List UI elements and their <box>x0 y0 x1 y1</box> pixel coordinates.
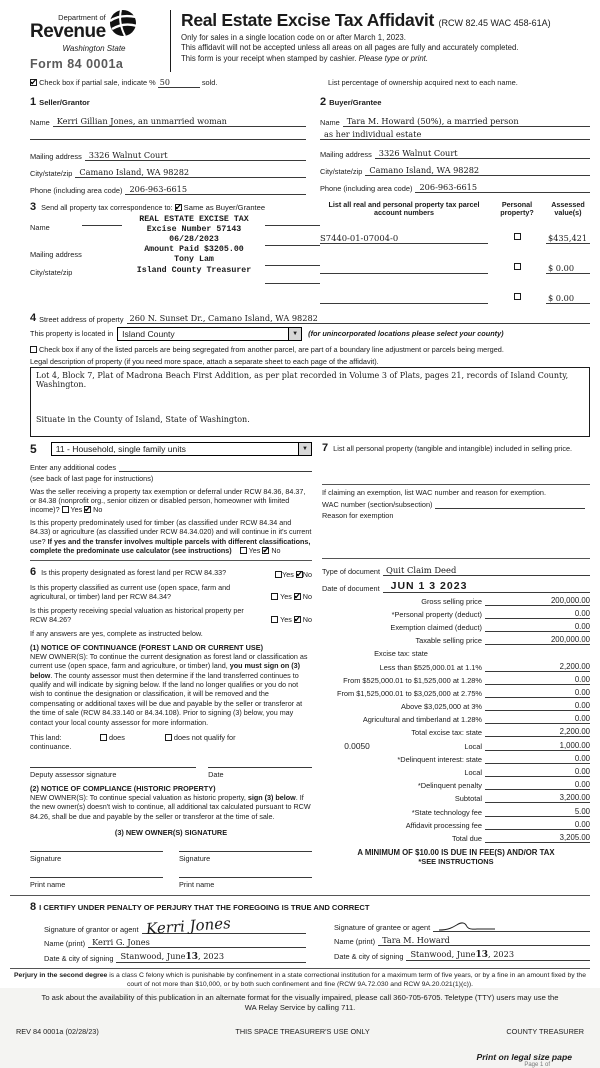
page-number-note: Page 1 of <box>524 1062 550 1068</box>
delinquent-interest-local-value[interactable]: 0.00 <box>485 767 590 777</box>
additional-codes-label: Enter any additional codes <box>30 462 116 472</box>
reason-exemption-label: Reason for exemption <box>322 510 394 520</box>
county-dropdown-arrow-icon[interactable]: ▼ <box>288 328 301 340</box>
same-as-buyer-label: Same as Buyer/Grantee <box>183 203 266 212</box>
dor-logo-block <box>30 8 158 71</box>
corr-city-label: City/state/zip <box>30 268 73 277</box>
tier2-tax-value[interactable]: 0.00 <box>485 675 590 685</box>
notice-compliance-title: (2) NOTICE OF COMPLIANCE (HISTORIC PROPERTY) <box>30 783 216 793</box>
buyer-phone-field[interactable]: 206-963-6615 <box>415 182 590 193</box>
new-owner-printname-field-1[interactable] <box>30 877 163 878</box>
street-address-label: Street address of property <box>39 314 124 324</box>
section-8-number: 8 <box>30 901 37 913</box>
personal-property-label: List all personal property (tangible and intangible) included in selling price. <box>333 443 573 453</box>
assessed-value-field-1[interactable]: $435,421 <box>546 233 590 244</box>
seller-city-field[interactable]: Camano Island, WA 98282 <box>75 167 306 178</box>
agricultural-timberland-value[interactable]: 0.00 <box>485 714 590 724</box>
unincorporated-note: (for unincorporated locations please select your county) <box>308 329 504 339</box>
current-use-question: Is this property classified as current use (open space, farm and agricultural, or timber) land per RCW 84.34? Yes ✔ No <box>30 583 312 601</box>
see-instructions-note: *SEE INSTRUCTIONS <box>418 856 494 866</box>
new-owner-signature-field-1[interactable] <box>30 851 163 852</box>
form-number: Form 84 0001a <box>30 57 124 71</box>
use-code-dropdown-value: 11 - Household, single family units <box>55 443 186 454</box>
treasurer-use-label: THIS SPACE TREASURER'S USE ONLY <box>235 1027 370 1037</box>
total-excise-state-value[interactable]: 2,200.00 <box>485 727 590 737</box>
timber-yes-checkbox[interactable] <box>240 547 247 554</box>
revenue-wordmark: Revenue <box>30 20 106 42</box>
certification-section: 8 I CERTIFY UNDER PENALTY OF PERJURY THAT THE FOREGOING IS TRUE AND CORRECT Signature of grantor or agent Kerri Jones Name (print) Kerri G. Jones Date & city of signing Stanwood, June13, 2023 Signature of grantee or agent Name (print) Tara M. Howard Date & city of signing Stanwood, June13, 2023 <box>10 897 590 963</box>
grantee-signature-field[interactable] <box>433 921 590 932</box>
page-title: Real Estate Excise Tax Affidavit <box>181 10 435 30</box>
same-as-buyer-checkbox[interactable] <box>175 204 182 211</box>
section-3-number: 3 <box>30 201 37 213</box>
deputy-assessor-label: Deputy assessor signature <box>30 769 117 779</box>
seller-phone-field[interactable]: 206-963-6615 <box>125 184 306 195</box>
forest-no-checkbox[interactable] <box>296 571 303 578</box>
subtitle-2: This affidavit will not be accepted unless all areas on all pages are fully and accurately completed. <box>181 43 519 53</box>
tier4-tax-value[interactable]: 0.00 <box>485 701 590 711</box>
excise-tax-state-header: Excise tax: state <box>374 649 428 659</box>
personal-property-checkbox-1[interactable] <box>514 233 521 240</box>
property-location-section <box>10 312 590 437</box>
currentuse-no-checkbox[interactable] <box>294 593 301 600</box>
ownership-percent-note: List percentage of ownership acquired next to each name. <box>328 78 518 87</box>
seller-mailing-field[interactable]: 3326 Walnut Court <box>85 150 306 161</box>
located-in-label: This property is located in <box>30 329 114 339</box>
land-does-checkbox[interactable] <box>100 734 107 741</box>
grantor-signature-field[interactable] <box>142 914 307 938</box>
deputy-date-field[interactable] <box>208 767 312 768</box>
partial-sale-checkbox[interactable] <box>30 79 37 86</box>
land-does-not-checkbox[interactable] <box>165 734 172 741</box>
wac-number-field[interactable] <box>435 508 585 509</box>
deputy-date-label: Date <box>208 769 224 779</box>
taxable-selling-price-value[interactable]: 200,000.00 <box>485 635 590 645</box>
legal-description-box[interactable] <box>30 367 590 437</box>
buyer-section-title: Buyer/Grantee <box>329 98 382 107</box>
answers-yes-note: If any answers are yes, complete as instructed below. <box>30 629 203 639</box>
parcel-number-field-1[interactable]: S7440-01-07004-0 <box>320 233 488 244</box>
assessed-value-header: Assessed value(s) <box>551 200 585 218</box>
currentuse-yes-checkbox[interactable] <box>271 593 278 600</box>
parcel-number-field-3[interactable] <box>320 303 488 304</box>
historic-yes-checkbox[interactable] <box>271 616 278 623</box>
alt-format-notice: To ask about the availability of this publication in an alternate format for the visually impaired, please call 360-705-6705. Teletype (TTY) users may use the WA Relay Service by calling 711. <box>41 993 559 1013</box>
grantor-signature: Kerri Jones <box>144 914 231 938</box>
county-dropdown[interactable] <box>117 327 302 341</box>
section-7-number: 7 <box>322 441 329 454</box>
land-qualify-row: This land: does does not qualify for <box>30 732 236 742</box>
new-owner-signature-field-2[interactable] <box>179 851 312 852</box>
total-due-value[interactable]: 3,205.00 <box>485 833 590 843</box>
section-4-number: 4 <box>30 311 37 324</box>
type-or-print-note: Please type or print. <box>358 53 429 63</box>
exemption-yes-checkbox[interactable] <box>62 506 69 513</box>
certification-title: I CERTIFY UNDER PENALTY OF PERJURY THAT THE FOREGOING IS TRUE AND CORRECT <box>39 903 370 912</box>
exemption-no-checkbox[interactable] <box>84 506 91 513</box>
seller-section: 1 Seller/Grantor Name Kerri Gillian Jones, an unmarried woman Mailing address 3326 Walnut Court City/state/zip Camano Island, WA 98282 Phone (including area code) 206-963-6615 <box>30 92 320 195</box>
historic-no-checkbox[interactable] <box>294 616 301 623</box>
tier1-tax-value[interactable]: 2,200.00 <box>485 662 590 672</box>
parcel-numbers-header: List all real and personal property tax parcel account numbers <box>328 200 480 218</box>
gross-selling-price-label: Gross selling price <box>421 596 482 606</box>
minimum-due-note: A MINIMUM OF $10.00 IS DUE IN FEE(S) AND/OR TAX <box>357 847 555 857</box>
new-owner-printname-field-2[interactable] <box>179 877 312 878</box>
seller-name-field[interactable]: Kerri Gillian Jones, an unmarried woman <box>53 116 306 127</box>
deputy-assessor-signature-field[interactable] <box>30 767 196 768</box>
exemption-deferral-question: Was the seller receiving a property tax exemption or deferral under RCW 84.36, 84.37, or 84.38 (nonprofit org., senior citizen or disabled person, homeowner with limited income)? Yes ✔ No <box>30 487 312 515</box>
legal-description-line1: Lot 4, Block 7, Plat of Madrona Beach First Addition, as per plat recorded in Volume 3 of Plats, pages 21, records of Island County, Washington. <box>36 370 569 389</box>
buyer-name-field[interactable]: Tara M. Howard (50%), a married person <box>343 116 590 127</box>
grantee-date-field[interactable]: Stanwood, June13, 2023 <box>406 949 590 961</box>
legal-description-line2: Situate in the County of Island, State of Washington. <box>36 414 250 424</box>
corr-name-field[interactable] <box>82 225 122 226</box>
partial-sale-percent-field[interactable]: 50 <box>158 78 200 88</box>
seller-name2-field[interactable] <box>30 139 306 140</box>
use-code-dropdown[interactable] <box>51 442 312 456</box>
local-rate: 0.0050 <box>344 740 370 751</box>
wac-number-label: WAC number (section/subsection) <box>322 499 433 509</box>
buyer-section: 2 Buyer/Grantee Name Tara M. Howard (50%), a married person as her individual estate Mailing address 3326 Walnut Court City/state/zip Camano Island, WA 98282 Phone (including area code) 206-963-6615 <box>320 92 590 195</box>
parcel-number-field-2[interactable] <box>320 273 488 274</box>
corr-line2-right[interactable] <box>265 245 320 246</box>
use-code-dropdown-arrow-icon[interactable]: ▼ <box>298 443 311 455</box>
forest-yes-checkbox[interactable] <box>275 571 282 578</box>
delinquent-penalty-value[interactable]: 0.00 <box>485 780 590 790</box>
section-2-number: 2 <box>320 96 327 108</box>
corr-name-label: Name <box>30 223 50 232</box>
timber-no-checkbox[interactable] <box>262 547 269 554</box>
new-owner-signature-title: (3) NEW OWNER(S) SIGNATURE <box>114 828 228 837</box>
street-address-field[interactable]: 260 N. Sunset Dr., Camano Island, WA 98282 <box>127 313 591 324</box>
dept-of-label: Department of <box>58 13 106 22</box>
subtitle-3: This form is your receipt when stamped by cashier. Please type or print. <box>181 53 429 63</box>
grantee-printname-field[interactable]: Tara M. Howard <box>378 935 590 946</box>
segregated-label: Check box if any of the listed parcels are being segregated from another parcel, are part of a boundary line adjustment or parcels being merged. <box>39 344 504 354</box>
corr-name-field-right[interactable] <box>265 225 320 226</box>
forest-land-question: 6 Is this property designated as forest land per RCW 84.33? Yes ✔ No <box>30 565 312 579</box>
section-5-number: 5 <box>30 441 37 456</box>
rev-form-number: REV 84 0001a (02/28/23) <box>16 1027 99 1037</box>
type-of-document-label: Type of document <box>322 566 381 576</box>
reason-exemption-field[interactable] <box>322 520 590 558</box>
partial-sale-label: Check box if partial sale, indicate % <box>39 78 156 87</box>
partial-sale-suffix: sold. <box>201 78 218 87</box>
parcel-table <box>320 201 590 304</box>
personal-property-checkbox-3[interactable] <box>514 293 521 300</box>
county-treasurer-label: COUNTY TREASURER <box>506 1027 584 1037</box>
form-header <box>30 8 590 72</box>
correspondence-label: Send all property tax correspondence to: <box>41 203 173 212</box>
grantor-printname-field[interactable]: Kerri G. Jones <box>88 937 306 948</box>
timber-agriculture-question: Is this property predominately used for timber (as classified under RCW 84.34 and 84.33) or agriculture (as classified under RCW 84.34.020) and will continue in it's current use? If yes and the transfer involves multiple parcels with different classifications, complete the predominate use calculator (see instructions) Yes ✔ No <box>30 518 312 555</box>
date-of-document-label: Date of document <box>322 583 380 593</box>
section-1-number: 1 <box>30 96 37 108</box>
gross-selling-price-value[interactable]: 200,000.00 <box>485 596 590 606</box>
historic-question: Is this property receiving special valuation as historical property per RCW 84.26? Yes ✔ No <box>30 606 312 624</box>
washington-state-label: Washington State <box>62 44 126 53</box>
exemption-claim-note: If claiming an exemption, list WAC number and reason for exemption. <box>322 487 547 497</box>
local-tax-value[interactable]: 1,000.00 <box>485 741 590 751</box>
additional-codes-field[interactable] <box>119 471 312 472</box>
legal-description-label: Legal description of property (if you need more space, attach a separate sheet to each page of the affidavit). <box>30 356 379 366</box>
buyer-mailing-field[interactable]: 3326 Walnut Court <box>375 148 590 159</box>
personal-property-section <box>322 442 590 454</box>
buyer-city-field[interactable]: Camano Island, WA 98282 <box>365 165 590 176</box>
type-of-document-field[interactable]: Quit Claim Deed <box>383 565 590 576</box>
personal-property-header: Personal property? <box>500 200 534 218</box>
exemption-claimed-value[interactable]: 0.00 <box>485 622 590 632</box>
tier3-tax-value[interactable]: 0.00 <box>485 688 590 698</box>
grantee-signature-squiggle <box>437 921 497 931</box>
see-back-note: (see back of last page for instructions) <box>30 473 154 483</box>
state-technology-fee-value[interactable]: 5.00 <box>485 807 590 817</box>
corr-mailing-field-right[interactable] <box>265 265 320 266</box>
notice-continuance-title: (1) NOTICE OF CONTINUANCE (FOREST LAND OR CURRENT USE) <box>30 643 264 653</box>
assessed-value-field-2[interactable]: $ 0.00 <box>546 263 590 274</box>
seller-section-title: Seller/Grantor <box>39 98 90 107</box>
segregated-checkbox[interactable] <box>30 346 37 353</box>
county-dropdown-value: Island County <box>122 328 175 339</box>
date-of-document-stamp[interactable]: JUN 1 3 2023 <box>383 580 590 593</box>
affidavit-processing-fee-value[interactable]: 0.00 <box>485 820 590 830</box>
section-6-number: 6 <box>30 566 37 579</box>
delinquent-interest-state-value[interactable]: 0.00 <box>485 754 590 764</box>
personal-property-checkbox-2[interactable] <box>514 263 521 270</box>
tax-correspondence-section <box>30 201 320 304</box>
title-rcw: (RCW 82.45 WAC 458-61A) <box>438 18 551 28</box>
continuance-label: continuance. <box>30 741 72 751</box>
notice-continuance-body: NEW OWNER(S): To continue the current designation as forest land or classification as current use (open space, farm and agriculture, or timber) land, you must sign on (3) below. The county assessor must then determine if the land transferred continues to qualify and will indicate by signing below. If the land no longer qualifies or you do not wish to continue the designation or classification, it will be removed and the compensating or additional taxes will be due and payable by the seller or transferor at the time of sale (RCW 84.33.140 or 84.34.108). Prior to signing (3) below, you may contact your local county assessor for more information. <box>30 652 308 727</box>
affidavit-page: Department of Revenue Washington State Form 84 0001a Real Estate Excise Tax Affidavit (RCW 82.45 WAC 458-61A) Only for sales in a single location code on or after March 1, 2023. This affidavit will not be accepted unless all areas on all pages are fully and accurately completed. This form is your receipt when stamped by cashier. Please type or print. ✔ Check box if partial sale, indicate % 50 sold. List percentage of ownership acquired next to each name. 1 Seller/Grantor Name Kerri Gillian Jones, an unmarried woman Mailing address 3326 Walnut Court City/state/zip Camano Island, WA 98282 Phone (including area code) 206-963-6615 2 Buyer/Grantee Name Tara M. Howard (50%), a married person as her individual estate Mailing address 3326 Walnut Court City/state/zip Camano Island, WA 98282 Phone (including area code) 206-963-6615 3 Send all property tax correspondence to: ✔ Same as Buyer/Grantee Name Mailing address City/state/zip REAL ESTATE EXCISE TAX Excise Number 57143 06/28/2023 Amount Paid $3205.00 Tony Lam Island County Treasurer List all real and personal property tax parcel account numbers Personal property? Assessed value(s) S7440-01-07004-0 $435,421 $ 0.00 $ 0.00 4 Street address of property 260 N. Sunset Dr., Camano Island, WA 98282 This property is located in Island County ▼ (for unincorporated locations please select your county) Check box if any of the listed parcels are being segregated from another parcel, are part of a boundary line adjustment or parcels being merged. Legal description of property (if you need more space, attach a separate sheet to each page of the affidavit). Lot 4, Block 7, Plat of Madrona Beach First Addition, as per plat recorded in Volume 3 of Plats, pages 21, records of Island County, Washington. Situate in the County of Island, State of Washington. 5 11 - Household, single family units ▼ Enter any additional codes (see back of last page for instructions) Was the seller receiving a property tax exemption or deferral under RCW 84.36, 84.37, or 84.38 (nonprofit org., senior citizen or disabled person, homeowner with limited income)? Yes ✔ No Is this property predominately used for timber (as classified under RCW 84.34 and 84.33) or agriculture (as classified under RCW 84.34.020) and will continue in it's current use? If yes and the transfer involves multiple parcels with different classifications, complete the predominate use calculator (see instructions) Yes ✔ No 6 Is this property designated as forest land per RCW 84.33? Yes ✔ No Is this property classified as current use (open space, farm and agricultural, or timber) land per RCW 84.34? Yes ✔ No Is this property receiving special valuation as historical property per RCW 84.26? Yes ✔ No If any answers are yes, complete as instructed below. (1) NOTICE OF CONTINUANCE (FOREST LAND OR CURRENT USE) NEW OWNER(S): To continue the current designation as forest land or classification as current use (open space, farm and agriculture, or timber) land, you must sign on (3) below. The county assessor must then determine if the land transferred continues to qualify and will indicate by signing below. If the land no longer qualifies or you do not wish to continue the designation or classification, it will be removed and the compensating or additional taxes will be due and payable by the seller or transferor at the time of sale (RCW 84.33.140 or 84.34.108). Prior to signing (3) below, you may contact your local county assessor for more information. This land: does does not qualify for continuance. Deputy assessor signature Date (2) NOTICE OF COMPLIANCE (HISTORIC PROPERTY) NEW OWNER(S): To continue special valuation as historic property, sign (3) below. If the new owner(s) doesn't wish to continue, all additional tax calculated pursuant to RCW 84.26, shall be due and payable by the seller or transferor at the time of sale. (3) NEW OWNER(S) SIGNATURE Signature Print name Signature Print name 7 List all personal property (tangible and intangible) included in selling price. If claiming an exemption, list WAC number and reason for exemption. WAC number (section/subsection) Reason for exemption Type of document Quit Claim Deed Date of document JUN 1 3 2023 Gross selling price 200,000.00 *Personal property (deduct) 0.00 Exemption claimed (deduct) 0.00 Taxable selling price 200,000.00 Excise tax: state Less than $525,000.01 at 1.1% 2,200.00 From $525,000.01 to $1,525,000 at 1.28% 0.00 From $1,525,000.01 to $3,025,000 at 2.75% 0.00 Above $3,025,000 at 3% 0.00 Agricultural and timberland at 1.28% 0.00 Total excise tax: state 2,200.00 0.0050 Local 1,000.00 *Delinquent interest: state 0.00 Local 0.00 *Delinquent penalty 0.00 Subtotal 3,200.00 *State technology fee 5.00 Affidavit processing fee 0.00 Total due 3,205.00 A MINIMUM OF $10.00 IS DUE IN FEE(S) AND/OR TAX *SEE INSTRUCTIONS 8 I CERTIFY UNDER PENALTY OF PERJURY THAT THE FOREGOING IS TRUE AND CORRECT Signature of grantor or agent Kerri Jones Name (print) Kerri G. Jones Date & city of signing Stanwood, June13, 2023 Signature of grantee or agent Name (print) Tara M. Howard Date & city of signing Stanwood, June13, 2023 Perjury in the second degree is a class C felony which is punishable by confinement in a state correctional institution for a maximum term of five years, or by a fine in an amount fixed by the court of not more than $10,000, or by both such confinement and fine (RCW 9A.72.030 and RCW 9A.20.021(1)(c)). To ask about the availability of this publication in an alternate format for the visually impaired, please call 360-705-6705. Teletype (TTY) users may use the WA Relay Service by calling 711. REV 84 0001a (02/28/23) THIS SPACE TREASURER'S USE ONLY COUNTY TREASURER Print on legal size pape Page 1 of <box>0 0 600 988</box>
personal-property-deduct-value[interactable]: 0.00 <box>485 609 590 619</box>
buyer-name2-field[interactable]: as her individual estate <box>320 129 590 140</box>
personal-property-field[interactable] <box>322 454 590 484</box>
corr-mailing-label: Mailing address <box>30 250 82 259</box>
corr-city-field-right[interactable] <box>265 283 320 284</box>
print-legal-size-note: Print on legal size pape <box>476 1052 572 1063</box>
notice-compliance-body: NEW OWNER(S): To continue special valuation as historic property, sign (3) below. If the new owner(s) doesn't wish to continue, all additional tax calculated pursuant to RCW 84.26, shall be due and payable by the seller or transferor at the time of sale. <box>30 792 311 821</box>
treasurer-stamp: REAL ESTATE EXCISE TAX Excise Number 57143 06/28/2023 Amount Paid $3205.00 Tony Lam Island County Treasurer <box>136 215 252 275</box>
subtitle-1: Only for sales in a single location code on or after March 1, 2023. <box>181 33 406 42</box>
header-divider <box>170 10 171 72</box>
grantor-date-field[interactable]: Stanwood, June13, 2023 <box>116 951 306 963</box>
perjury-notice: Perjury in the second degree is a class C felony which is punishable by confinement in a state correctional institution for a maximum term of five years, or by a fine in an amount fixed by the court of not more than $10,000, or by both such confinement and fine (RCW 9A.72.030 and RCW 9A.20.021(1)(c)). <box>14 972 586 989</box>
subtotal-value[interactable]: 3,200.00 <box>485 793 590 803</box>
assessed-value-field-3[interactable]: $ 0.00 <box>546 293 590 304</box>
dor-swirl-logo-icon <box>108 8 138 43</box>
